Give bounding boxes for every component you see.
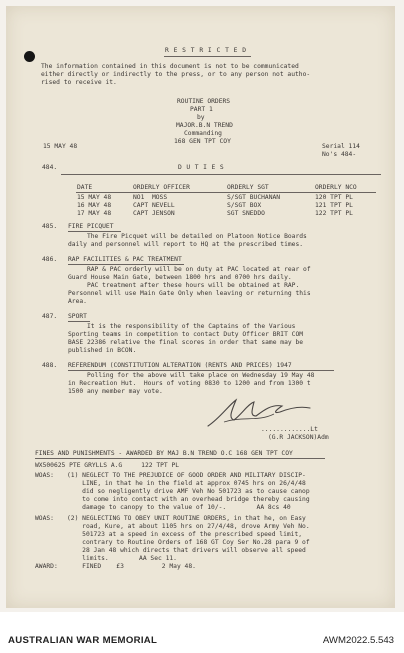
order-title-underline [68, 370, 334, 371]
order-number: 487. [42, 313, 58, 320]
order-title-underline [68, 264, 184, 265]
order-line: daily and personnel will report to HQ at the prescribed times. [68, 241, 304, 248]
order-number: 486. [42, 256, 58, 263]
duty-cell: 120 TPT PL [315, 194, 353, 201]
duty-col-header: ORDERLY NCO [315, 184, 357, 191]
duty-cell: 15 MAY 48 [77, 194, 112, 201]
duty-cell: SGT SNEDDO [227, 210, 265, 217]
notice-line: rised to receive it. [41, 79, 117, 86]
charge-label: WOAS: [35, 472, 54, 479]
duty-col-header: ORDERLY OFFICER [133, 184, 190, 191]
duty-cell: 121 TPT PL [315, 202, 353, 209]
header-line: Commanding [184, 130, 222, 137]
duties-rule [61, 174, 381, 175]
charge-line: 28 Jan 48 which directs that drivers will observe all speed [67, 547, 306, 554]
charge-line: (2) NEGLECTING TO OBEY UNIT ROUTINE ORDERS, in that he, on Easy [67, 515, 306, 522]
duty-cell: NO1 MOSS [133, 194, 168, 201]
duty-cell: CAPT NEVELL [133, 202, 175, 209]
header-line: PART 1 [190, 106, 213, 113]
soldier-line: WX500625 PTE GRYLLS A.G 122 TPT PL [35, 462, 180, 469]
restricted-underline [164, 56, 251, 57]
order-numbers: No's 484- [322, 151, 357, 158]
order-title: SPORT [68, 313, 87, 320]
notice-line: The information contained in this document is not to be communicated [41, 63, 299, 70]
header-line: by [197, 114, 205, 121]
charge-line: (1) NEGLECT TO THE PREJUDICE OF GOOD ORDER AND MILITARY DISCIP- [67, 472, 306, 479]
order-number: 485. [42, 223, 58, 230]
punch-hole [24, 51, 35, 62]
order-line: It is the responsibility of the Captains of the Various [68, 323, 296, 330]
duties-heading: D U T I E S [178, 164, 225, 171]
order-line: Personnel will use Main Gate Only when leaving or returning this [68, 290, 311, 297]
signature-name: (G.R JACKSON)Adm [268, 434, 329, 441]
order-line: 1500 any member may vote. [68, 388, 163, 395]
serial-number: Serial 114 [322, 143, 360, 150]
duty-cell: S/SGT BUCHANAN [227, 194, 281, 201]
order-line: The Fire Picquet will be detailed on Platoon Notice Boards [68, 233, 307, 240]
order-line: published in BCON. [68, 347, 137, 354]
order-number: 488. [42, 362, 58, 369]
header-line: MAJOR.B.N TREND [176, 122, 233, 129]
order-line: PAC treatment after these hours will be obtained at RAP. [68, 282, 300, 289]
duties-number: 484. [42, 164, 58, 171]
notice-line: either directly or indirectly to the press, or to any person not autho- [41, 71, 311, 78]
award-line: FINED £3 2 May 48. [67, 563, 196, 570]
duty-cell: 17 MAY 48 [77, 210, 112, 217]
duty-cell: S/SGT BOX [227, 202, 262, 209]
charge-line: limits. AA Sec 11. [67, 555, 177, 562]
footer-institution: AUSTRALIAN WAR MEMORIAL [8, 635, 158, 646]
document-page [6, 6, 395, 608]
header-line: 168 GEN TPT COY [174, 138, 231, 145]
header-line: ROUTINE ORDERS [177, 98, 231, 105]
charge-label: WOAS: [35, 515, 54, 522]
duty-header-rule [76, 192, 376, 193]
footer-bar [0, 612, 404, 653]
charge-line: damage to canopy to the value of 10/-. AA 8cs 40 [67, 504, 291, 511]
order-line: Sporting teams in competition to contact Duty Officer BRIT COM [68, 331, 304, 338]
order-title: RAP FACILITIES & PAC TREATMENT [68, 256, 182, 263]
duty-cell: 122 TPT PL [315, 210, 353, 217]
award-label: AWARD: [35, 563, 58, 570]
charge-line: contrary to Routine Orders of 168 GT Coy Ser No.28 para 9 of [67, 539, 310, 546]
restricted-heading: R E S T R I C T E D [165, 47, 247, 54]
signature-rank: .............Lt [261, 426, 318, 433]
order-line: BASE 22386 relative the final scores in order that same may be [68, 339, 304, 346]
charge-line: LINE, in that he in the field at approx 0745 hrs on 26/4/48 [67, 480, 306, 487]
order-title-underline [68, 231, 121, 232]
duty-col-header: ORDERLY SGT [227, 184, 269, 191]
order-line: Polling for the above will take place on Wednesday 19 May 48 [68, 372, 315, 379]
charge-line: did so negligently drive AMF Veh No 501723 as to cause canop [67, 488, 310, 495]
charge-line: road, Kure, at about 1105 hrs on 27/4/48, drove Army Veh No. [67, 523, 310, 530]
duty-cell: 16 MAY 48 [77, 202, 112, 209]
charge-line: 501723 at a speed in excess of the prescribed speed limit, [67, 531, 303, 538]
duty-col-header: DATE [77, 184, 93, 191]
duty-cell: CAPT JENSON [133, 210, 175, 217]
charge-line: to come into contact with an overhead bridge thereby causing [67, 496, 310, 503]
order-title-underline [68, 321, 90, 322]
order-line: Guard House Main Gate, between 1800 hrs and 0700 hrs daily. [68, 274, 292, 281]
order-title: REFERENDUM (CONSTITUTION ALTERATION (RENTS AND PRICES) 1947 [68, 362, 292, 369]
order-title: FIRE PICQUET [68, 223, 114, 230]
fines-heading: FINES AND PUNISHMENTS - AWARDED BY MAJ B.N TREND O.C 168 GEN TPT COY [35, 450, 293, 457]
order-line: in Recreation Hut. Hours of voting 0830 to 1200 and from 1300 t [68, 380, 311, 387]
order-line: Area. [68, 298, 87, 305]
order-line: RAP & PAC orderly will be on duty at PAC located at rear of [68, 266, 311, 273]
footer-accession-number: AWM2022.5.543 [322, 635, 394, 646]
order-date: 15 MAY 48 [43, 143, 78, 150]
fines-underline [35, 458, 325, 459]
